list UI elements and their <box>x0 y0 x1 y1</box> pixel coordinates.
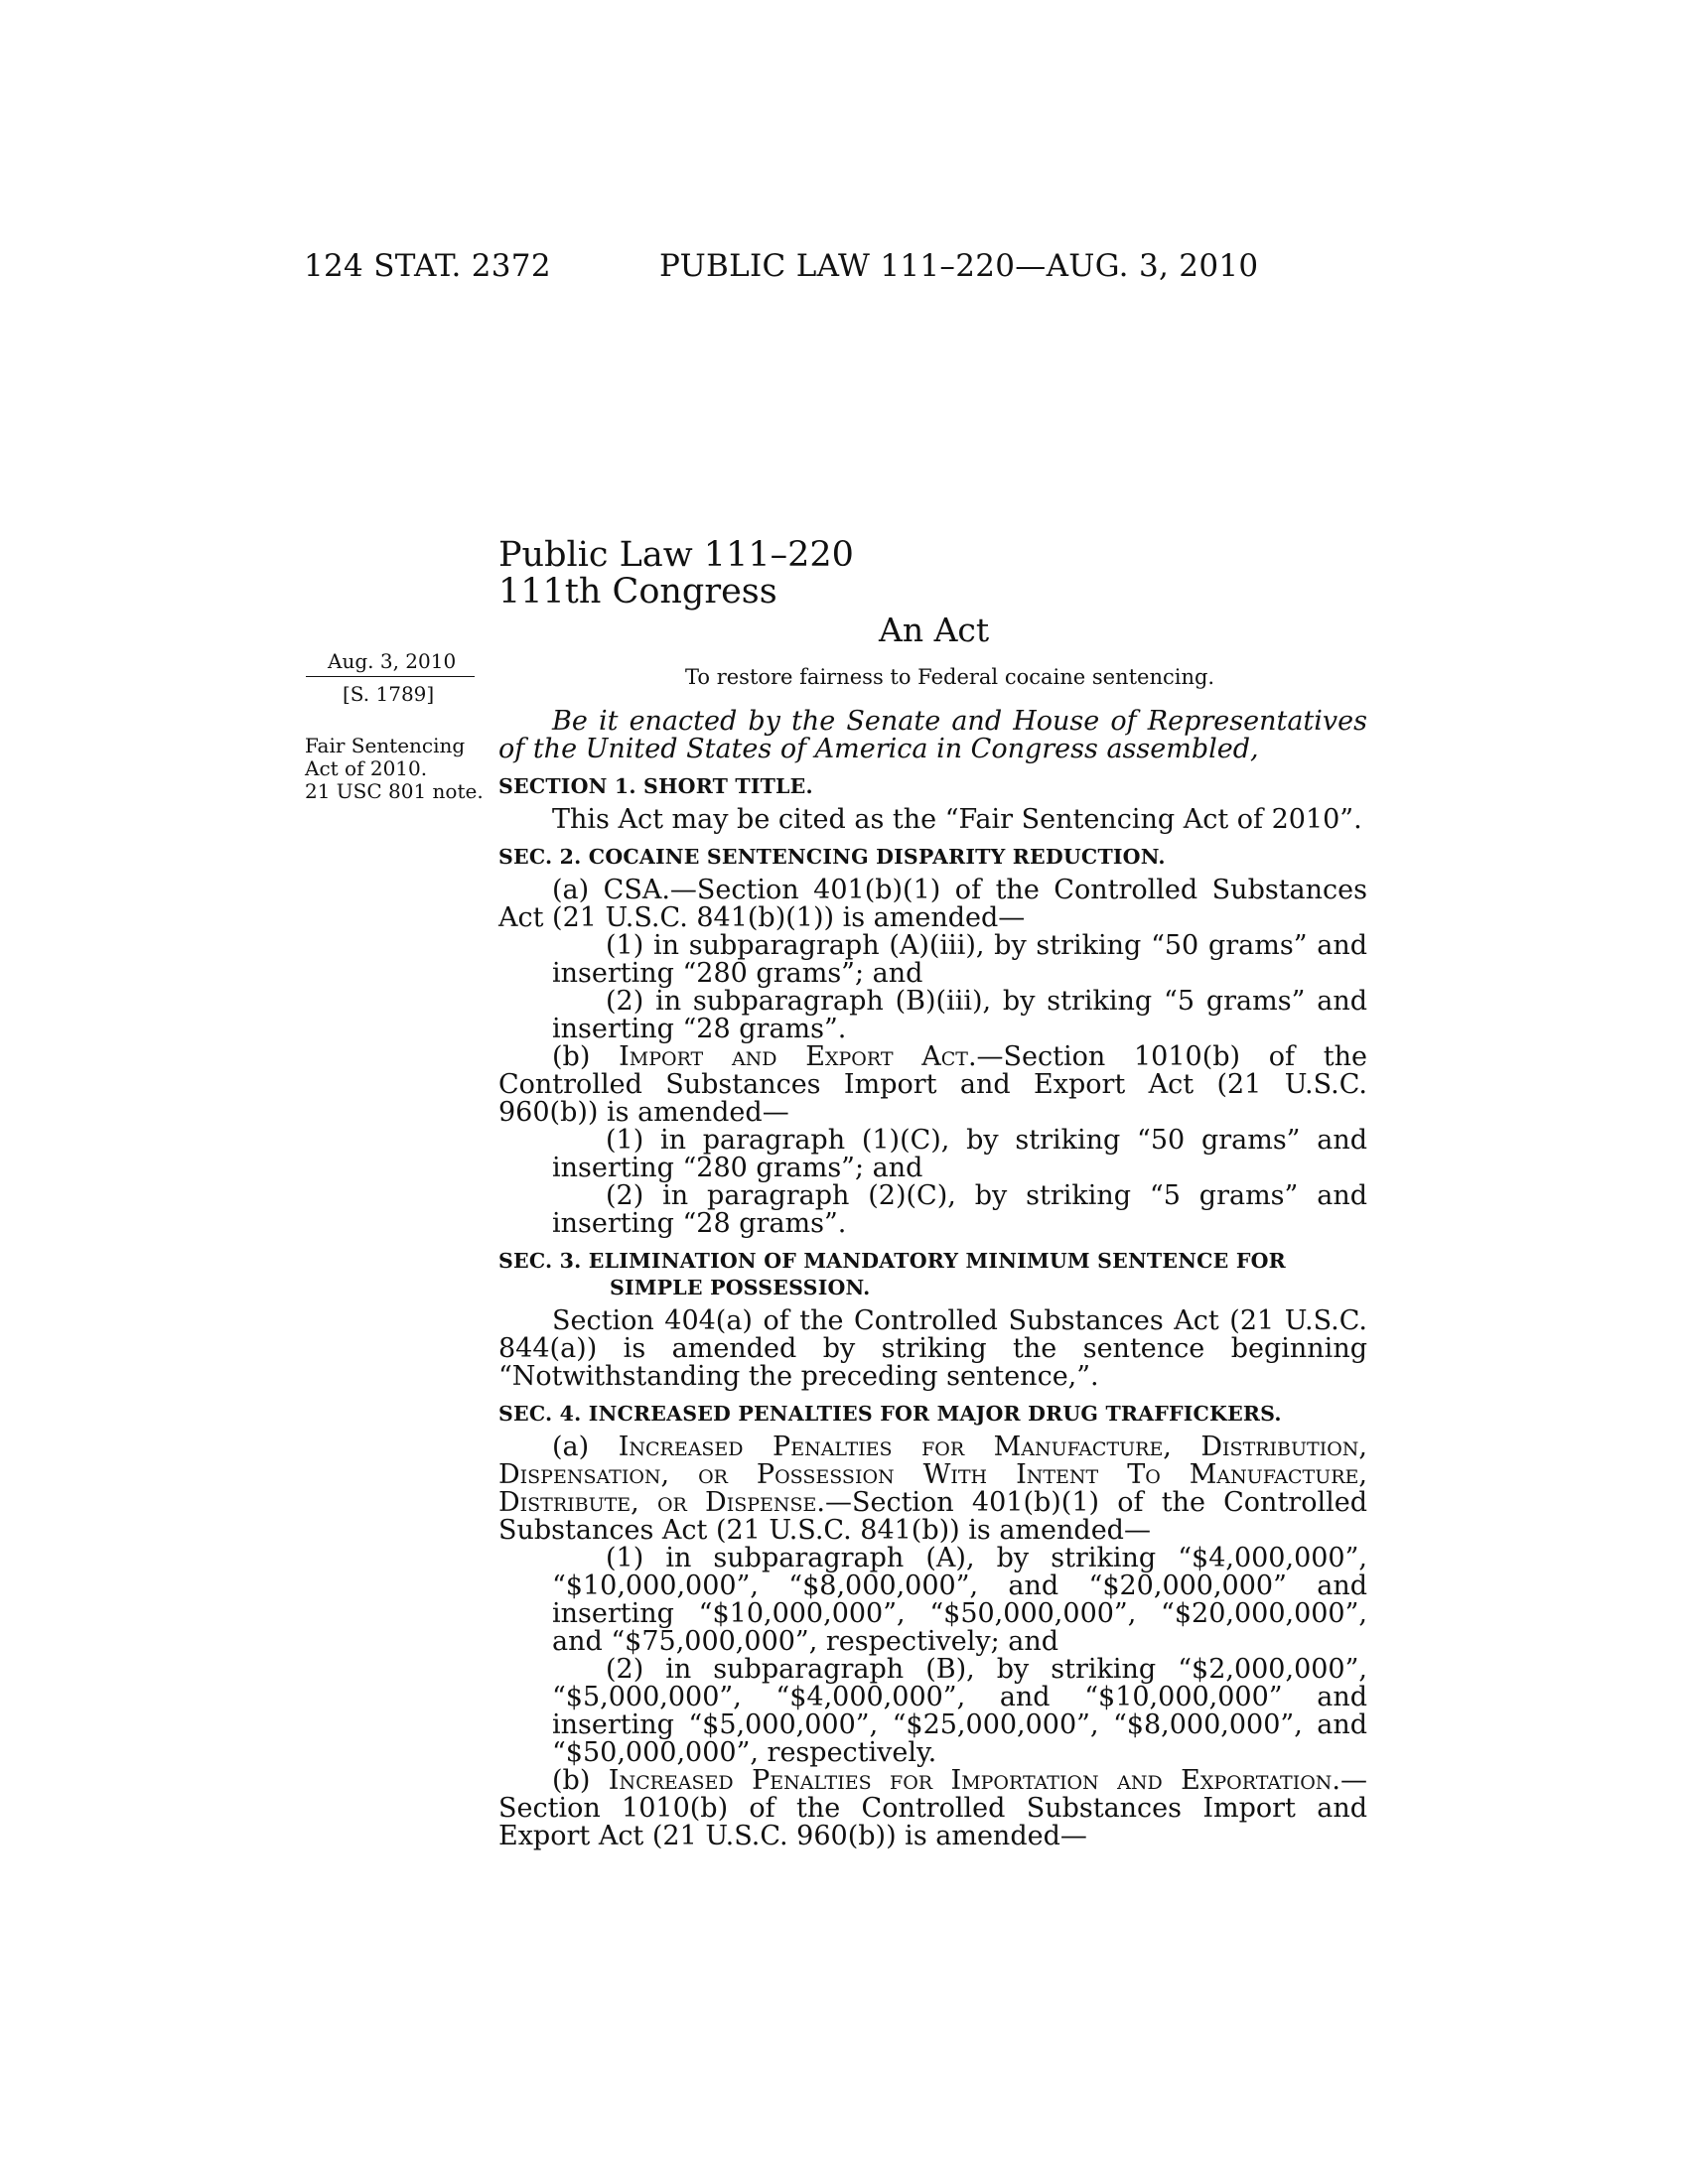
margin-bill-number: [S. 1789] <box>343 682 435 706</box>
margin-date: Aug. 3, 2010 <box>328 649 457 673</box>
section-2-subsection-b <box>498 1043 1367 1127</box>
an-act-heading: An Act <box>879 611 990 649</box>
page-stat-citation: 124 STAT. 2372 <box>304 248 551 284</box>
section-2-subsection-a: (a) CSA.—Section 401(b)(1) of the Controlled Substances Act (21 U.S.C. 841(b)(1)) is amended— <box>498 875 1367 933</box>
section-4-a-paragraph-1: (1) in subparagraph (A), by striking “$4,000,000”, “$10,000,000”, “$8,000,000”, and “$20,000,000” and inserting “$10,000,000”, “$50,000,000”, “$20,000,000”, and “$75,000,000”, respectively; and <box>552 1543 1367 1657</box>
section-2-heading: SEC. 2. COCAINE SENTENCING DISPARITY REDUCTION. <box>498 845 1166 869</box>
section-4-b-text: .—Section 1010(b) of the Controlled Substances Import and Export Act (21 U.S.C. 960(b)) is amended— <box>498 1765 1367 1851</box>
act-purpose: To restore fairness to Federal cocaine sentencing. <box>685 665 1215 689</box>
section-2-b-paragraph-1: (1) in paragraph (1)(C), by striking “50 grams” and inserting “280 grams”; and <box>552 1125 1367 1183</box>
section-2-b-paragraph-2: (2) in paragraph (2)(C), by striking “5 grams” and inserting “28 grams”. <box>552 1180 1367 1239</box>
margin-short-title-note <box>305 735 484 803</box>
section-4-subsection-a <box>498 1433 1367 1545</box>
section-4-a-text: .—Section 401(b)(1) of the Controlled Substances Act (21 U.S.C. 841(b)) is amended— <box>498 1487 1367 1546</box>
margin-divider <box>306 676 475 677</box>
section-4-a-paragraph-2: (2) in subparagraph (B), by striking “$2,000,000”, “$5,000,000”, “$4,000,000”, and “$10,000,000” and inserting “$5,000,000”, “$25,000,000”, “$8,000,000”, and “$50,000,000”, respectively. <box>552 1654 1367 1768</box>
law-body <box>498 705 1367 1850</box>
section-2-b-caption: Import and Export Act <box>619 1041 968 1072</box>
margin-usc-note: 21 USC 801 note. <box>305 779 484 803</box>
section-1-text: This Act may be cited as the “Fair Sentencing Act of 2010”. <box>552 804 1362 835</box>
section-4-heading: SEC. 4. INCREASED PENALTIES FOR MAJOR DRUG TRAFFICKERS. <box>498 1402 1282 1426</box>
congress-label: 111th Congress <box>498 572 777 612</box>
section-3-heading: SEC. 3. ELIMINATION OF MANDATORY MINIMUM SENTENCE FOR SIMPLE POSSESSION. <box>498 1249 1286 1299</box>
enacting-clause: Be it enacted by the Senate and House of Representatives of the United States of America in Congress assembled, <box>498 706 1367 764</box>
section-2-a-paragraph-1: (1) in subparagraph (A)(iii), by striking “50 grams” and inserting “280 grams”; and <box>552 930 1367 989</box>
section-2-b-lead: (b) <box>552 1041 620 1072</box>
section-4-a-caption: Increased Penalties for Manufacture, Distribution, Dispensation, or Possession With Intent To Manufacture, Distribute, or Dispense <box>498 1432 1367 1518</box>
section-4-b-caption: Increased Penalties for Importation and Exportation <box>608 1765 1333 1796</box>
section-4-subsection-b <box>498 1767 1367 1850</box>
margin-short-title-line2: Act of 2010. <box>305 756 428 780</box>
public-law-title: Public Law 111–220 <box>498 535 854 575</box>
section-2-a-paragraph-2: (2) in subparagraph (B)(iii), by striking “5 grams” and inserting “28 grams”. <box>552 986 1367 1044</box>
section-2-b-text: .—Section 1010(b) of the Controlled Substances Import and Export Act (21 U.S.C. 960(b)) is amended— <box>498 1041 1367 1128</box>
section-3-text: Section 404(a) of the Controlled Substances Act (21 U.S.C. 844(a)) is amended by striking the sentence beginning “Notwithstanding the preceding sentence,”. <box>498 1305 1367 1392</box>
section-4-b-lead: (b) <box>552 1765 609 1796</box>
running-head: PUBLIC LAW 111–220—AUG. 3, 2010 <box>659 248 1259 284</box>
margin-short-title-line1: Fair Sentencing <box>305 734 466 757</box>
section-4-a-lead: (a) <box>552 1432 619 1462</box>
section-1-heading: SECTION 1. SHORT TITLE. <box>498 774 813 798</box>
